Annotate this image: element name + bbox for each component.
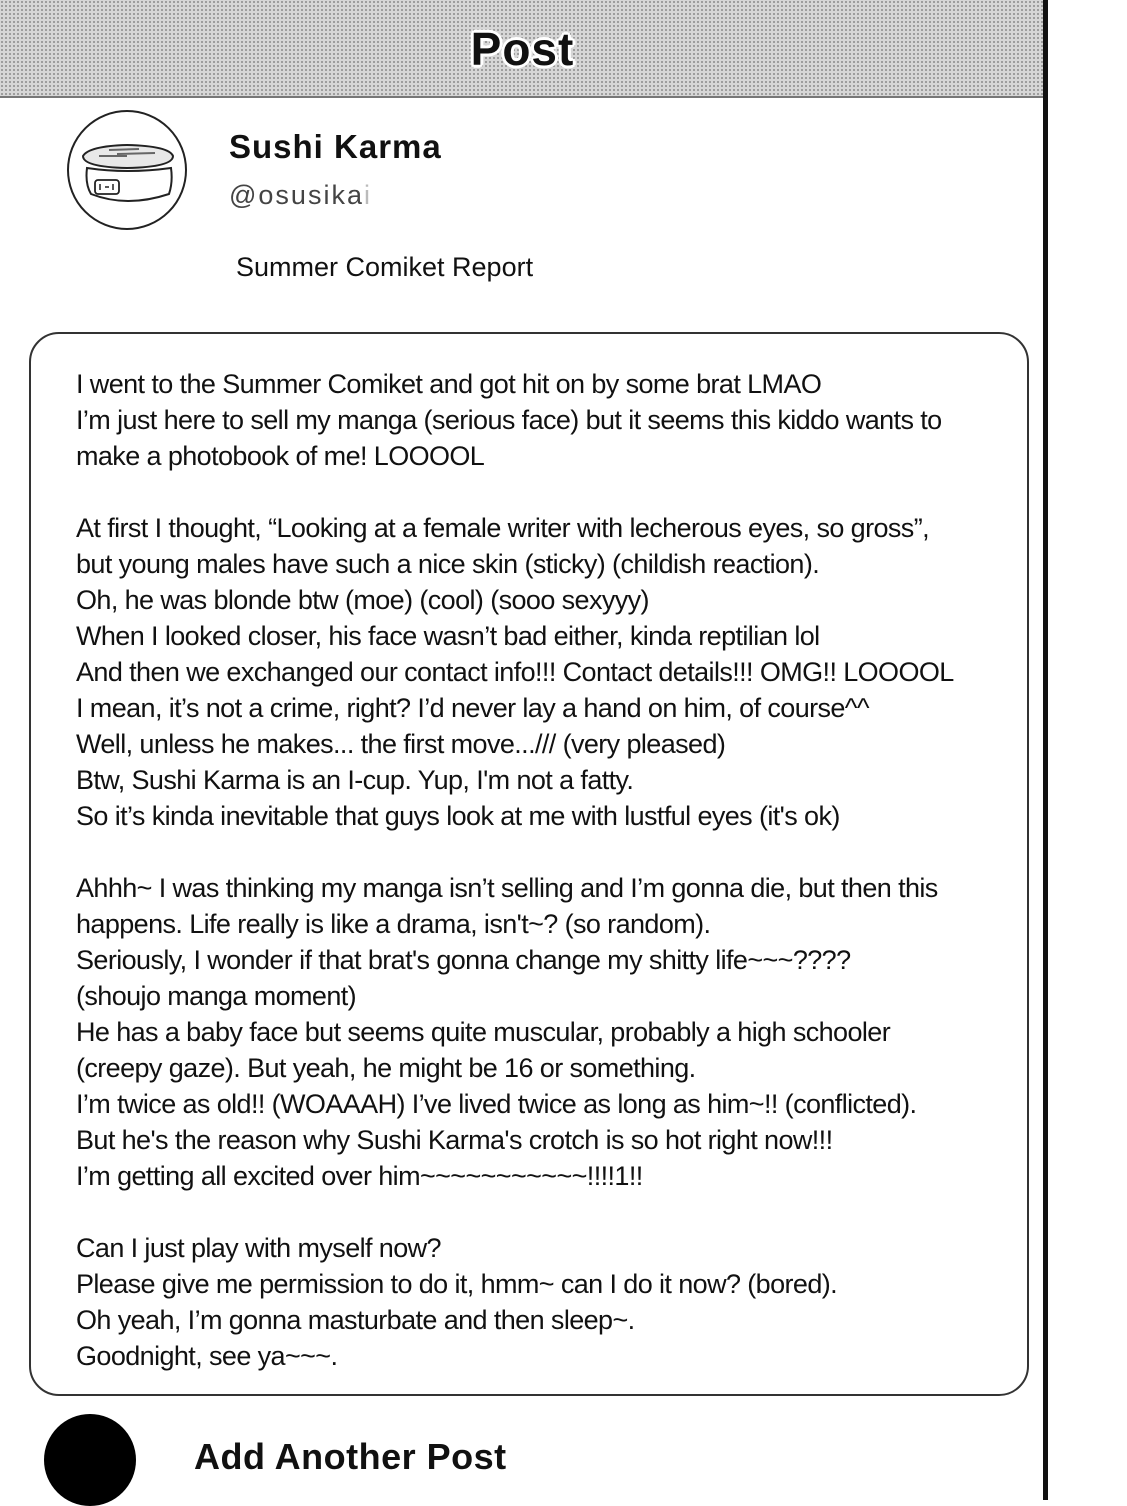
post-line: (shoujo manga moment) xyxy=(76,981,357,1011)
post-line: So it’s kinda inevitable that guys look at me with lustful eyes (it's ok) xyxy=(76,801,840,831)
post-line: but young males have such a nice skin (sticky) (childish reaction). xyxy=(76,549,820,579)
post-line: (creepy gaze). But yeah, he might be 16 or something. xyxy=(76,1053,696,1083)
add-post-button[interactable]: Add Another Post xyxy=(194,1436,507,1477)
paragraph-gap xyxy=(76,474,1021,510)
post-line: I’m just here to sell my manga (serious face) but it seems this kiddo wants to xyxy=(76,405,942,435)
sushi-icon xyxy=(69,112,185,228)
post-line: happens. Life really is like a drama, isn't~? (so random). xyxy=(76,909,711,939)
page-title: Post xyxy=(470,23,575,75)
post-line: Can I just play with myself now? xyxy=(76,1233,441,1263)
post-line: Please give me permission to do it, hmm~ can I do it now? (bored). xyxy=(76,1269,838,1299)
panel-border xyxy=(1043,0,1048,1500)
post-line: Oh yeah, I’m gonna masturbate and then sleep~. xyxy=(76,1305,635,1335)
post-line: Btw, Sushi Karma is an I-cup. Yup, I'm not a fatty. xyxy=(76,765,634,795)
profile-handle xyxy=(229,180,372,211)
post-body xyxy=(76,366,1021,1374)
handle-text: @osusika xyxy=(229,180,364,210)
post-line: But he's the reason why Sushi Karma's crotch is so hot right now!!! xyxy=(76,1125,833,1155)
post-line: He has a baby face but seems quite muscular, probably a high schooler xyxy=(76,1017,891,1047)
handle-faded-text: i xyxy=(363,180,372,210)
post-line: make a photobook of me! LOOOOL xyxy=(76,441,485,471)
avatar[interactable] xyxy=(67,110,187,230)
post-title: Summer Comiket Report xyxy=(236,252,534,282)
post-line: Seriously, I wonder if that brat's gonna change my shitty life~~~???? xyxy=(76,945,851,975)
post-line: Goodnight, see ya~~~. xyxy=(76,1341,338,1371)
post-line: I’m getting all excited over him~~~~~~~~~~~!!!!1!! xyxy=(76,1161,643,1191)
header-bar xyxy=(0,0,1045,98)
post-line: At first I thought, “Looking at a female writer with lecherous eyes, so gross”, xyxy=(76,513,930,543)
add-post-avatar[interactable] xyxy=(44,1414,136,1506)
profile-name[interactable]: Sushi Karma xyxy=(229,128,442,165)
post-line: Well, unless he makes... the first move.../// (very pleased) xyxy=(76,729,726,759)
post-line: Oh, he was blonde btw (moe) (cool) (sooo sexyyy) xyxy=(76,585,649,615)
post-line: I mean, it’s not a crime, right? I’d never lay a hand on him, of course^^ xyxy=(76,693,869,723)
paragraph-gap xyxy=(76,834,1021,870)
post-line: I went to the Summer Comiket and got hit on by some brat LMAO xyxy=(76,369,822,399)
post-line: And then we exchanged our contact info!!! Contact details!!! OMG!! LOOOOL xyxy=(76,657,954,687)
paragraph-gap xyxy=(76,1194,1021,1230)
post-line: I’m twice as old!! (WOAAAH) I’ve lived twice as long as him~!! (conflicted). xyxy=(76,1089,917,1119)
post-line: When I looked closer, his face wasn’t bad either, kinda reptilian lol xyxy=(76,621,820,651)
post-line: Ahhh~ I was thinking my manga isn’t selling and I’m gonna die, but then this xyxy=(76,873,938,903)
